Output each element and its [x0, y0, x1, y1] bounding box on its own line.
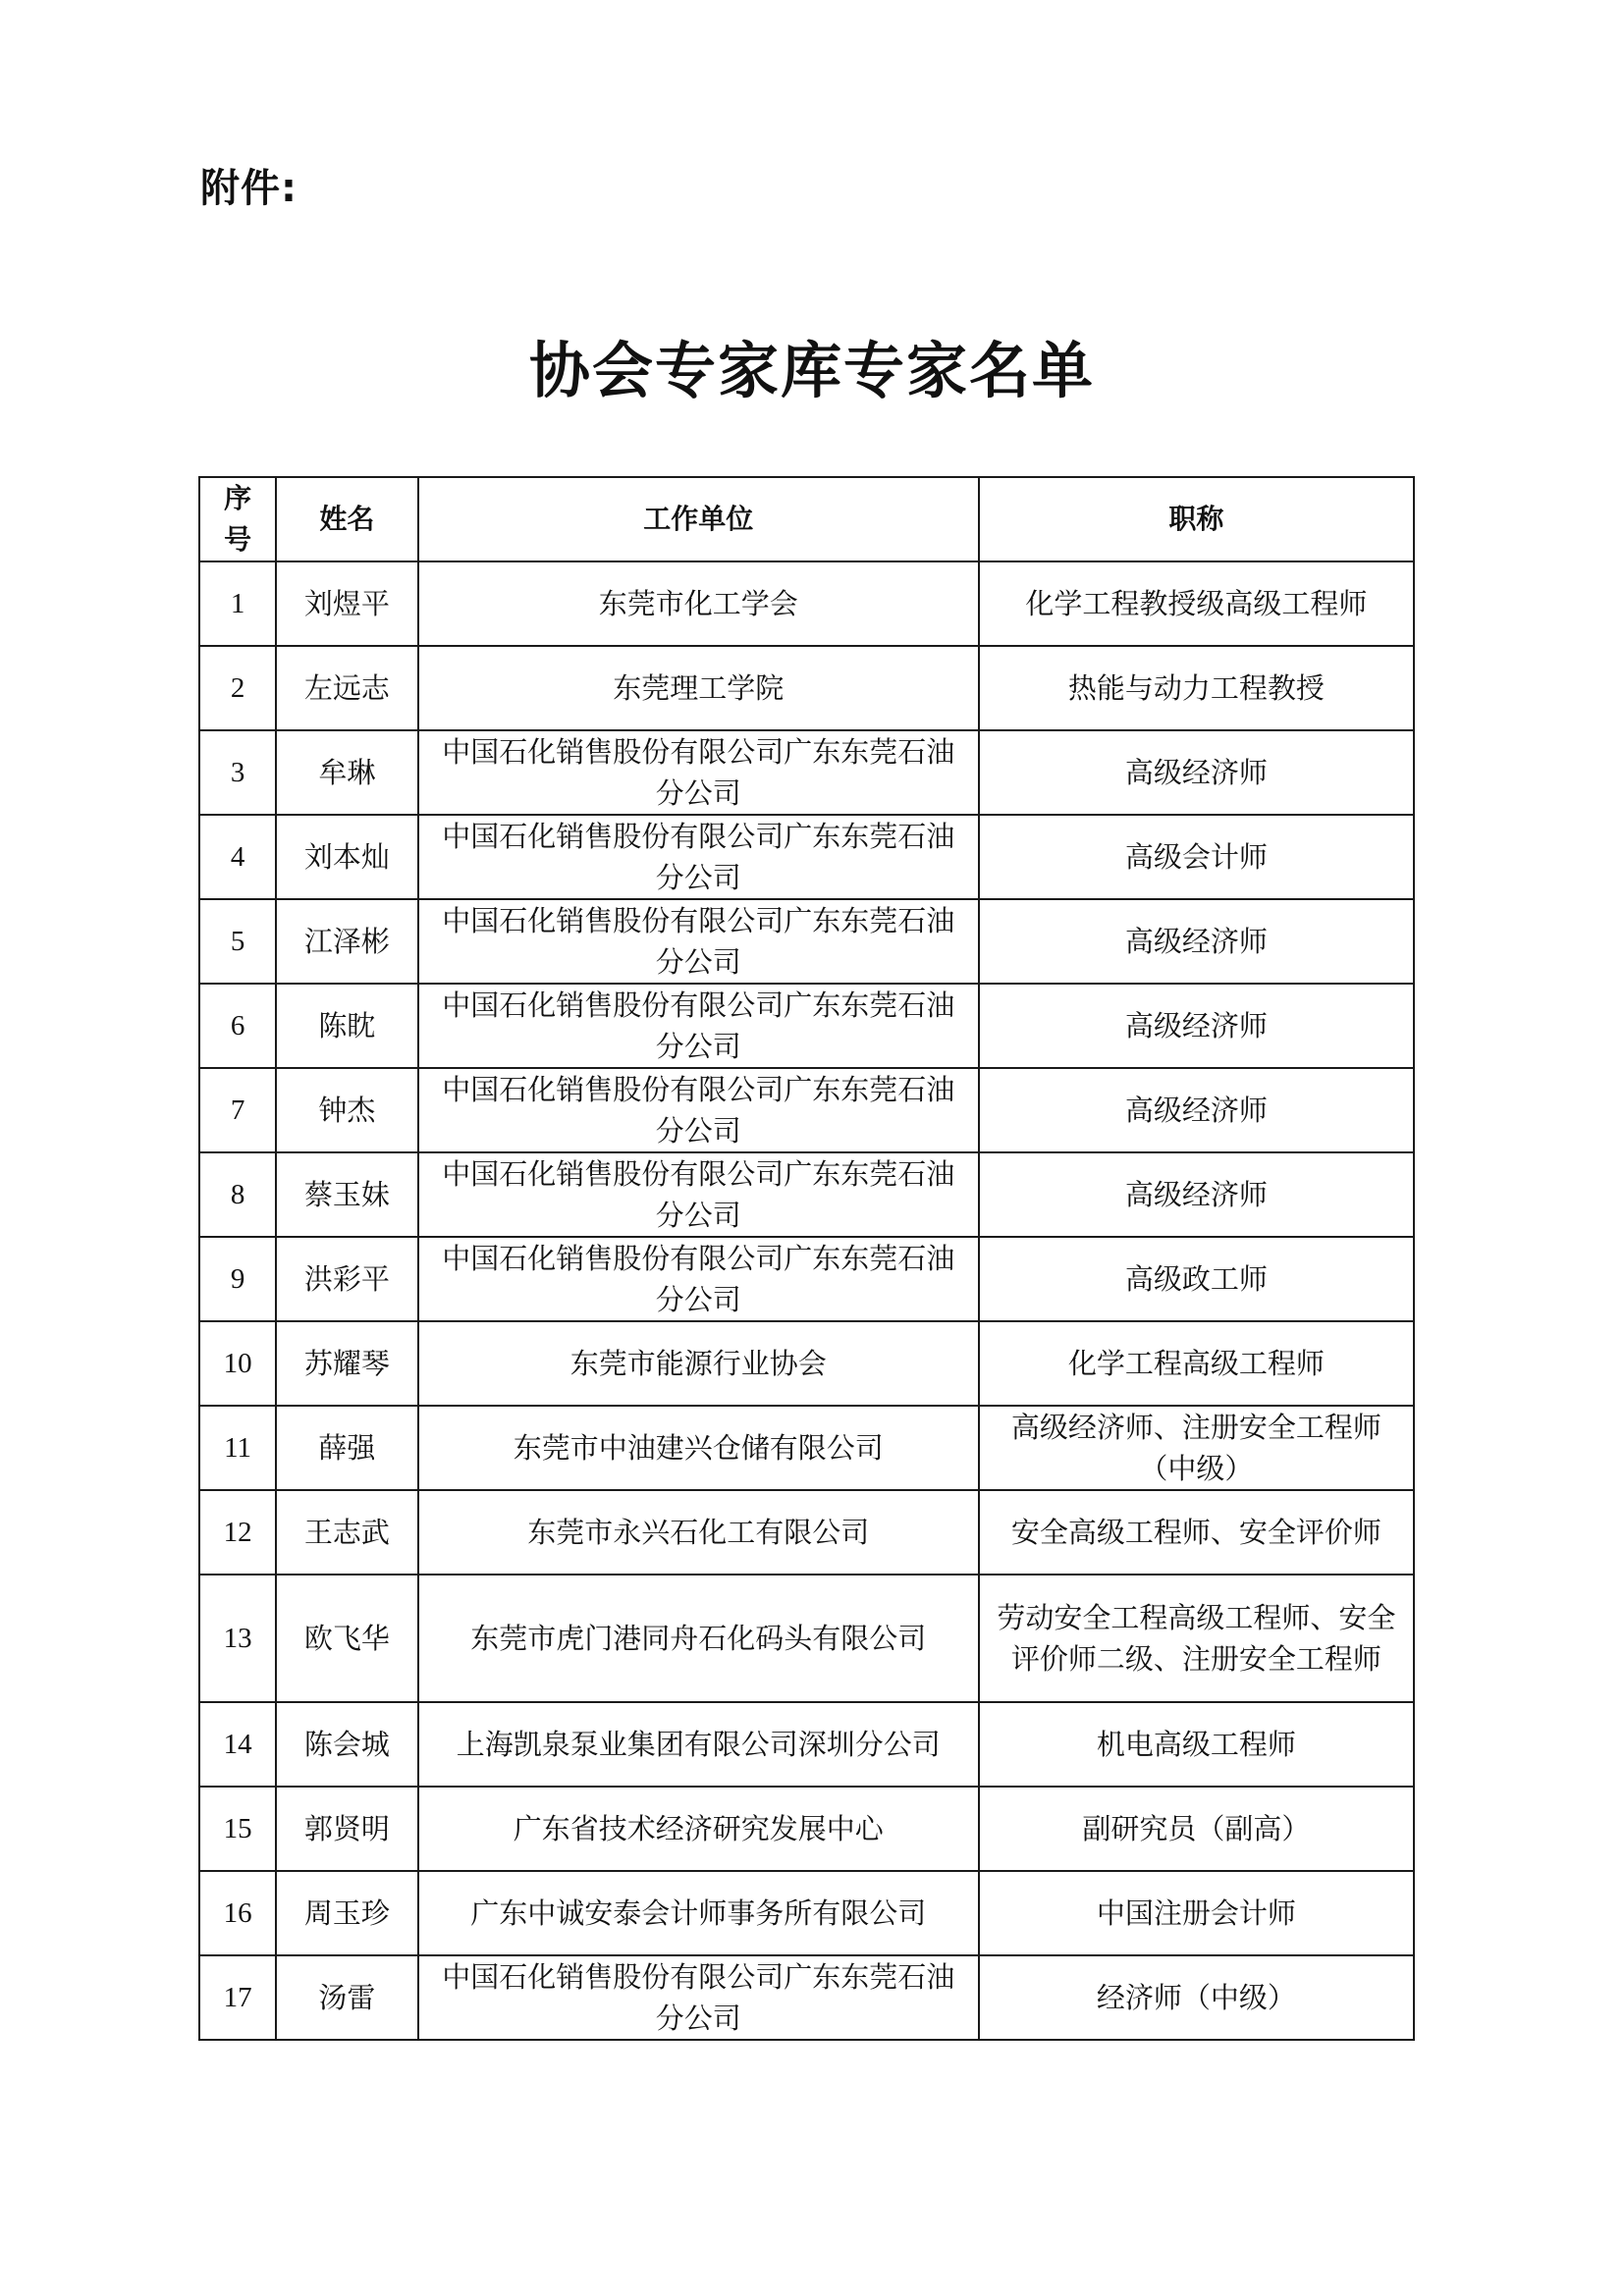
row-name: 江泽彬	[276, 899, 417, 984]
table-row	[199, 1871, 1414, 1955]
row-professional-title: 化学工程高级工程师	[979, 1321, 1414, 1406]
table-row	[199, 1068, 1414, 1152]
row-professional-title: 高级经济师	[979, 899, 1414, 984]
row-serial-number: 8	[199, 1152, 276, 1237]
table-row	[199, 646, 1414, 730]
row-work-unit: 中国石化销售股份有限公司广东东莞石油分公司	[418, 984, 979, 1068]
document-title: 协会专家库专家名单	[528, 335, 1095, 406]
row-serial-number: 7	[199, 1068, 276, 1152]
row-name: 蔡玉妹	[276, 1152, 417, 1237]
header-professional-title: 职称	[979, 477, 1414, 561]
row-name: 刘煜平	[276, 561, 417, 646]
row-professional-title: 劳动安全工程高级工程师、安全评价师二级、注册安全工程师	[979, 1575, 1414, 1702]
row-serial-number: 4	[199, 815, 276, 899]
row-serial-number: 16	[199, 1871, 276, 1955]
row-professional-title: 中国注册会计师	[979, 1871, 1414, 1955]
row-name: 欧飞华	[276, 1575, 417, 1702]
row-serial-number: 12	[199, 1490, 276, 1575]
row-work-unit: 东莞市能源行业协会	[418, 1321, 979, 1406]
row-professional-title: 高级经济师	[979, 730, 1414, 815]
row-serial-number: 13	[199, 1575, 276, 1702]
table-row	[199, 730, 1414, 815]
row-professional-title: 高级经济师	[979, 984, 1414, 1068]
table-row	[199, 1321, 1414, 1406]
table-header-row	[199, 477, 1414, 561]
row-name: 苏耀琴	[276, 1321, 417, 1406]
row-work-unit: 东莞理工学院	[418, 646, 979, 730]
row-work-unit: 中国石化销售股份有限公司广东东莞石油分公司	[418, 899, 979, 984]
row-work-unit: 中国石化销售股份有限公司广东东莞石油分公司	[418, 815, 979, 899]
row-work-unit: 中国石化销售股份有限公司广东东莞石油分公司	[418, 1955, 979, 2040]
row-serial-number: 5	[199, 899, 276, 984]
table-row	[199, 1787, 1414, 1871]
row-serial-number: 1	[199, 561, 276, 646]
row-work-unit: 中国石化销售股份有限公司广东东莞石油分公司	[418, 1068, 979, 1152]
table-row	[199, 1955, 1414, 2040]
expert-roster-table	[198, 476, 1415, 2041]
row-professional-title: 经济师（中级）	[979, 1955, 1414, 2040]
row-name: 左远志	[276, 646, 417, 730]
row-work-unit: 中国石化销售股份有限公司广东东莞石油分公司	[418, 1237, 979, 1321]
row-professional-title: 高级经济师、注册安全工程师（中级）	[979, 1406, 1414, 1490]
attachment-label: 附件:	[200, 166, 298, 211]
table-row	[199, 1237, 1414, 1321]
row-serial-number: 11	[199, 1406, 276, 1490]
row-professional-title: 高级政工师	[979, 1237, 1414, 1321]
row-name: 洪彩平	[276, 1237, 417, 1321]
row-serial-number: 15	[199, 1787, 276, 1871]
row-professional-title: 化学工程教授级高级工程师	[979, 561, 1414, 646]
row-professional-title: 高级会计师	[979, 815, 1414, 899]
row-professional-title: 机电高级工程师	[979, 1702, 1414, 1787]
row-serial-number: 9	[199, 1237, 276, 1321]
row-work-unit: 东莞市中油建兴仓储有限公司	[418, 1406, 979, 1490]
row-work-unit: 上海凯泉泵业集团有限公司深圳分公司	[418, 1702, 979, 1787]
row-name: 王志武	[276, 1490, 417, 1575]
table-row	[199, 1490, 1414, 1575]
row-name: 刘本灿	[276, 815, 417, 899]
header-work-unit: 工作单位	[418, 477, 979, 561]
row-professional-title: 安全高级工程师、安全评价师	[979, 1490, 1414, 1575]
table-row	[199, 1575, 1414, 1702]
row-professional-title: 副研究员（副高）	[979, 1787, 1414, 1871]
row-serial-number: 17	[199, 1955, 276, 2040]
row-serial-number: 10	[199, 1321, 276, 1406]
table-row	[199, 815, 1414, 899]
row-name: 汤雷	[276, 1955, 417, 2040]
row-serial-number: 2	[199, 646, 276, 730]
row-professional-title: 高级经济师	[979, 1152, 1414, 1237]
row-serial-number: 14	[199, 1702, 276, 1787]
row-serial-number: 6	[199, 984, 276, 1068]
row-work-unit: 广东省技术经济研究发展中心	[418, 1787, 979, 1871]
row-serial-number: 3	[199, 730, 276, 815]
row-work-unit: 中国石化销售股份有限公司广东东莞石油分公司	[418, 1152, 979, 1237]
row-work-unit: 中国石化销售股份有限公司广东东莞石油分公司	[418, 730, 979, 815]
row-name: 陈眈	[276, 984, 417, 1068]
table-row	[199, 561, 1414, 646]
row-name: 牟琳	[276, 730, 417, 815]
row-name: 薛强	[276, 1406, 417, 1490]
header-name: 姓名	[276, 477, 417, 561]
row-name: 钟杰	[276, 1068, 417, 1152]
row-name: 周玉珍	[276, 1871, 417, 1955]
table-row	[199, 984, 1414, 1068]
row-work-unit: 广东中诚安泰会计师事务所有限公司	[418, 1871, 979, 1955]
table-row	[199, 899, 1414, 984]
row-name: 郭贤明	[276, 1787, 417, 1871]
row-professional-title: 高级经济师	[979, 1068, 1414, 1152]
row-name: 陈会城	[276, 1702, 417, 1787]
table-row	[199, 1152, 1414, 1237]
row-work-unit: 东莞市永兴石化工有限公司	[418, 1490, 979, 1575]
row-work-unit: 东莞市虎门港同舟石化码头有限公司	[418, 1575, 979, 1702]
table-row	[199, 1702, 1414, 1787]
row-work-unit: 东莞市化工学会	[418, 561, 979, 646]
table-row	[199, 1406, 1414, 1490]
row-professional-title: 热能与动力工程教授	[979, 646, 1414, 730]
header-serial-number: 序号	[199, 477, 276, 561]
